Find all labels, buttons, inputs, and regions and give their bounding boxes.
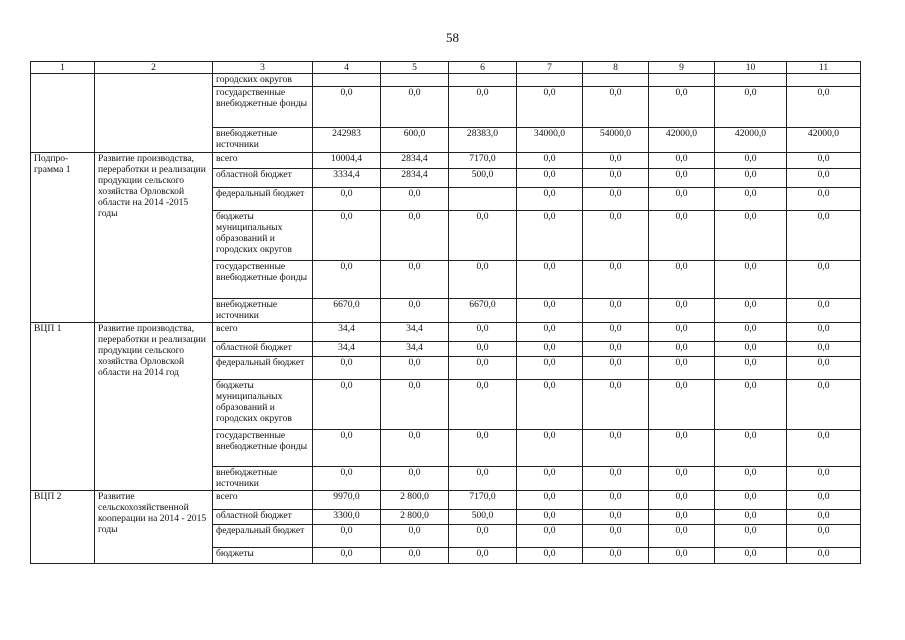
amount-cell: 0,0 [313,211,381,261]
amount-cell: 0,0 [449,357,517,380]
amount-cell: 0,0 [583,169,649,188]
amount-cell: 0,0 [649,342,715,357]
amount-cell: 0,0 [313,467,381,491]
amount-cell: 0,0 [787,169,861,188]
amount-cell: 0,0 [381,211,449,261]
amount-cell: 0,0 [715,342,787,357]
amount-cell: 0,0 [715,430,787,467]
amount-cell: 0,0 [517,510,583,525]
amount-cell: 0,0 [449,380,517,430]
amount-cell: 0,0 [517,153,583,169]
funding-source: внебюджетные источники [213,299,313,323]
amount-cell: 0,0 [313,261,381,299]
amount-cell: 0,0 [787,323,861,342]
amount-cell [449,188,517,211]
amount-cell: 0,0 [787,548,861,564]
amount-cell: 6670,0 [449,299,517,323]
amount-cell: 0,0 [313,188,381,211]
column-header: 10 [715,62,787,74]
funding-source: государственные внебюджетные фонды [213,87,313,128]
program-code: ВЦП 1 [31,323,95,491]
amount-cell: 0,0 [517,169,583,188]
amount-cell: 0,0 [787,467,861,491]
amount-cell: 0,0 [449,261,517,299]
column-header: 11 [787,62,861,74]
amount-cell [583,74,649,87]
amount-cell [381,74,449,87]
funding-source: бюджеты муниципальных образований и городских округов [213,211,313,261]
amount-cell: 600,0 [381,128,449,153]
program-code: Подпро-грамма 1 [31,153,95,323]
amount-cell: 2834,4 [381,153,449,169]
amount-cell: 0,0 [583,430,649,467]
amount-cell: 0,0 [787,299,861,323]
column-number-row [31,62,861,74]
amount-cell [649,74,715,87]
amount-cell: 0,0 [313,525,381,548]
amount-cell: 34,4 [313,342,381,357]
amount-cell: 0,0 [787,430,861,467]
column-header: 3 [213,62,313,74]
amount-cell: 0,0 [449,87,517,128]
amount-cell: 7170,0 [449,491,517,510]
amount-cell: 0,0 [583,525,649,548]
amount-cell: 10004,4 [313,153,381,169]
amount-cell: 0,0 [715,211,787,261]
amount-cell: 0,0 [649,467,715,491]
amount-cell: 0,0 [517,87,583,128]
amount-cell: 0,0 [649,323,715,342]
amount-cell: 0,0 [583,153,649,169]
amount-cell: 0,0 [583,380,649,430]
table-row [31,153,861,169]
amount-cell: 0,0 [649,169,715,188]
amount-cell: 0,0 [381,188,449,211]
amount-cell: 0,0 [583,261,649,299]
column-header: 9 [649,62,715,74]
amount-cell: 0,0 [517,342,583,357]
funding-source: федеральный бюджет [213,357,313,380]
amount-cell: 0,0 [517,211,583,261]
amount-cell: 0,0 [787,357,861,380]
amount-cell: 0,0 [787,491,861,510]
amount-cell: 0,0 [787,342,861,357]
amount-cell: 0,0 [787,525,861,548]
amount-cell [715,74,787,87]
amount-cell: 3334,4 [313,169,381,188]
amount-cell: 34,4 [313,323,381,342]
amount-cell: 0,0 [787,380,861,430]
amount-cell: 0,0 [583,87,649,128]
funding-source: внебюджетные источники [213,467,313,491]
amount-cell: 0,0 [583,211,649,261]
amount-cell: 3300,0 [313,510,381,525]
amount-cell: 0,0 [449,211,517,261]
amount-cell: 7170,0 [449,153,517,169]
amount-cell: 0,0 [583,510,649,525]
funding-source: городских округов [213,74,313,87]
amount-cell: 0,0 [517,261,583,299]
funding-source: внебюджетные источники [213,128,313,153]
amount-cell: 0,0 [649,525,715,548]
amount-cell: 0,0 [449,467,517,491]
amount-cell: 0,0 [381,357,449,380]
amount-cell: 0,0 [583,342,649,357]
funding-source: федеральный бюджет [213,525,313,548]
amount-cell: 0,0 [449,430,517,467]
amount-cell: 0,0 [583,323,649,342]
amount-cell: 0,0 [381,525,449,548]
amount-cell: 0,0 [649,380,715,430]
amount-cell: 9970,0 [313,491,381,510]
amount-cell: 34,4 [381,342,449,357]
column-header: 6 [449,62,517,74]
amount-cell: 0,0 [649,87,715,128]
funding-source: областной бюджет [213,510,313,525]
column-header: 7 [517,62,583,74]
amount-cell: 0,0 [517,491,583,510]
amount-cell: 0,0 [715,169,787,188]
amount-cell: 0,0 [313,548,381,564]
amount-cell: 0,0 [715,510,787,525]
amount-cell: 2 800,0 [381,491,449,510]
amount-cell: 0,0 [715,87,787,128]
amount-cell: 0,0 [517,299,583,323]
funding-source: бюджеты [213,548,313,564]
funding-source: государственные внебюджетные фонды [213,261,313,299]
amount-cell: 0,0 [517,380,583,430]
amount-cell: 0,0 [649,491,715,510]
table-row [31,323,861,342]
amount-cell: 0,0 [583,357,649,380]
funding-source: областной бюджет [213,169,313,188]
funding-source: всего [213,323,313,342]
amount-cell: 0,0 [787,87,861,128]
amount-cell [313,74,381,87]
amount-cell: 0,0 [649,153,715,169]
column-header: 2 [95,62,213,74]
amount-cell: 500,0 [449,169,517,188]
amount-cell: 0,0 [313,380,381,430]
amount-cell: 0,0 [787,153,861,169]
amount-cell: 2 800,0 [381,510,449,525]
amount-cell: 0,0 [583,188,649,211]
amount-cell: 34,4 [381,323,449,342]
funding-source: всего [213,491,313,510]
column-header: 4 [313,62,381,74]
amount-cell: 0,0 [381,430,449,467]
amount-cell: 0,0 [649,261,715,299]
table-body [31,74,861,564]
budget-table [30,61,861,564]
amount-cell: 0,0 [381,467,449,491]
amount-cell: 242983 [313,128,381,153]
amount-cell: 0,0 [583,548,649,564]
program-code [31,74,95,153]
amount-cell: 0,0 [381,548,449,564]
amount-cell: 0,0 [517,357,583,380]
amount-cell: 28383,0 [449,128,517,153]
amount-cell: 0,0 [715,299,787,323]
funding-source: всего [213,153,313,169]
amount-cell: 6670,0 [313,299,381,323]
amount-cell [449,74,517,87]
program-description: Развитие сельскохозяйственной кооперации на 2014 - 2015 годы [95,491,213,564]
amount-cell: 0,0 [449,342,517,357]
amount-cell: 2834,4 [381,169,449,188]
amount-cell: 0,0 [583,467,649,491]
amount-cell: 0,0 [715,188,787,211]
amount-cell: 42000,0 [715,128,787,153]
column-header: 5 [381,62,449,74]
amount-cell: 0,0 [517,525,583,548]
amount-cell: 0,0 [715,525,787,548]
amount-cell: 0,0 [715,323,787,342]
amount-cell: 0,0 [715,357,787,380]
amount-cell: 0,0 [449,323,517,342]
amount-cell [517,74,583,87]
amount-cell: 0,0 [715,548,787,564]
amount-cell: 0,0 [381,87,449,128]
amount-cell: 0,0 [649,510,715,525]
table-row [31,74,861,87]
program-description: Развитие производства, переработки и реализации продукции сельского хозяйства Орловской области на 2014 -2015 годы [95,153,213,323]
amount-cell: 0,0 [583,491,649,510]
amount-cell: 0,0 [649,357,715,380]
amount-cell: 0,0 [583,299,649,323]
amount-cell: 0,0 [715,491,787,510]
amount-cell: 0,0 [449,525,517,548]
amount-cell: 0,0 [715,380,787,430]
funding-source: областной бюджет [213,342,313,357]
amount-cell: 54000,0 [583,128,649,153]
amount-cell: 0,0 [381,299,449,323]
amount-cell: 0,0 [649,211,715,261]
column-header: 8 [583,62,649,74]
program-code: ВЦП 2 [31,491,95,564]
amount-cell: 42000,0 [787,128,861,153]
amount-cell [787,74,861,87]
amount-cell: 0,0 [715,261,787,299]
funding-source: бюджеты муниципальных образований и городских округов [213,380,313,430]
amount-cell: 0,0 [649,548,715,564]
amount-cell: 0,0 [649,299,715,323]
amount-cell: 0,0 [715,467,787,491]
amount-cell: 0,0 [313,357,381,380]
amount-cell: 0,0 [787,510,861,525]
amount-cell: 0,0 [649,430,715,467]
amount-cell: 0,0 [313,87,381,128]
funding-source: федеральный бюджет [213,188,313,211]
amount-cell: 42000,0 [649,128,715,153]
amount-cell: 0,0 [313,430,381,467]
funding-source: государственные внебюджетные фонды [213,430,313,467]
amount-cell: 0,0 [381,261,449,299]
program-description [95,74,213,153]
amount-cell: 0,0 [715,153,787,169]
program-description: Развитие производства, переработки и реализации продукции сельского хозяйства Орловской области на 2014 год [95,323,213,491]
amount-cell: 500,0 [449,510,517,525]
amount-cell: 0,0 [517,188,583,211]
amount-cell: 0,0 [517,323,583,342]
amount-cell: 0,0 [381,380,449,430]
page-number: 58 [446,30,459,45]
amount-cell: 0,0 [787,188,861,211]
amount-cell: 34000,0 [517,128,583,153]
amount-cell: 0,0 [787,261,861,299]
amount-cell: 0,0 [517,548,583,564]
amount-cell: 0,0 [449,548,517,564]
amount-cell: 0,0 [517,467,583,491]
amount-cell: 0,0 [787,211,861,261]
table-row [31,491,861,510]
amount-cell: 0,0 [649,188,715,211]
amount-cell: 0,0 [517,430,583,467]
column-header: 1 [31,62,95,74]
